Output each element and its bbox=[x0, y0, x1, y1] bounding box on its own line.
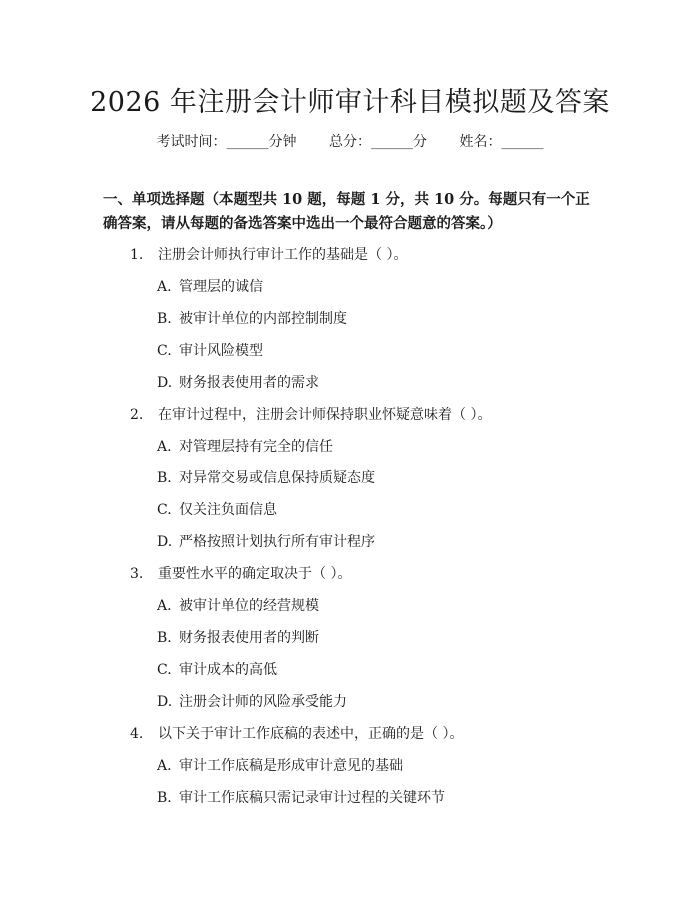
page-title: 2026 年注册会计师审计科目模拟题及答案 bbox=[90, 87, 610, 118]
question-text: 以下关于审计工作底稿的表述中，正确的是（ ）。 bbox=[158, 726, 464, 742]
question-text: 注册会计师执行审计工作的基础是（ ）。 bbox=[158, 247, 408, 263]
question-text: 重要性水平的确定取决于（ ）。 bbox=[158, 566, 352, 582]
option-text: 对异常交易或信息保持质疑态度 bbox=[179, 470, 375, 486]
option-text: 审计成本的高低 bbox=[179, 662, 277, 678]
option-letter: D. bbox=[157, 375, 173, 391]
option-text: 仅关注负面信息 bbox=[179, 502, 277, 518]
question-4 bbox=[130, 723, 463, 743]
exam-meta bbox=[0, 131, 700, 151]
option-letter: C. bbox=[157, 343, 172, 359]
question-number: 4. bbox=[130, 726, 144, 742]
exam-name: 姓名：______ bbox=[459, 134, 544, 150]
option-letter: B. bbox=[157, 630, 172, 646]
option-letter: A. bbox=[157, 758, 172, 774]
option-2d bbox=[157, 531, 375, 551]
option-letter: D. bbox=[157, 534, 173, 550]
option-text: 注册会计师的风险承受能力 bbox=[179, 694, 347, 710]
option-2a bbox=[157, 436, 333, 456]
option-letter: B. bbox=[157, 470, 172, 486]
option-text: 被审计单位的内部控制制度 bbox=[179, 311, 347, 327]
option-text: 审计风险模型 bbox=[179, 343, 263, 359]
option-3d bbox=[157, 691, 347, 711]
question-number: 3. bbox=[130, 566, 144, 582]
option-letter: A. bbox=[157, 598, 172, 614]
option-text: 审计工作底稿只需记录审计过程的关键环节 bbox=[179, 790, 445, 806]
option-letter: D. bbox=[157, 694, 173, 710]
option-1b bbox=[157, 308, 347, 328]
question-3 bbox=[130, 563, 351, 583]
question-text: 在审计过程中，注册会计师保持职业怀疑意味着（ ）。 bbox=[158, 407, 492, 423]
exam-score: 总分：______分 bbox=[329, 134, 427, 150]
option-text: 对管理层持有完全的信任 bbox=[179, 439, 333, 455]
option-text: 审计工作底稿是形成审计意见的基础 bbox=[179, 758, 403, 774]
option-3a bbox=[157, 595, 319, 615]
option-letter: C. bbox=[157, 502, 172, 518]
option-text: 财务报表使用者的判断 bbox=[179, 630, 319, 646]
option-3c bbox=[157, 659, 277, 679]
option-2c bbox=[157, 499, 277, 519]
option-1c bbox=[157, 340, 263, 360]
option-letter: B. bbox=[157, 790, 172, 806]
question-1 bbox=[130, 244, 407, 264]
option-text: 严格按照计划执行所有审计程序 bbox=[179, 534, 375, 550]
option-1a bbox=[157, 276, 263, 296]
option-letter: C. bbox=[157, 662, 172, 678]
option-3b bbox=[157, 627, 319, 647]
option-text: 管理层的诚信 bbox=[179, 279, 263, 295]
option-1d bbox=[157, 372, 319, 392]
option-2b bbox=[157, 467, 375, 487]
option-text: 财务报表使用者的需求 bbox=[179, 375, 319, 391]
option-text: 被审计单位的经营规模 bbox=[179, 598, 319, 614]
option-4a bbox=[157, 755, 403, 775]
option-4b bbox=[157, 787, 445, 807]
question-number: 1. bbox=[130, 247, 144, 263]
exam-time: 考试时间：______分钟 bbox=[156, 134, 297, 150]
option-letter: A. bbox=[157, 279, 172, 295]
section-heading: 一、单项选择题（本题型共 10 题，每题 1 分，共 10 分。每题只有一个正确答案，请从每题的备选答案中选出一个最符合题意的答案。） bbox=[103, 191, 590, 232]
option-letter: B. bbox=[157, 311, 172, 327]
option-letter: A. bbox=[157, 439, 172, 455]
question-2 bbox=[130, 404, 491, 424]
question-number: 2. bbox=[130, 407, 144, 423]
